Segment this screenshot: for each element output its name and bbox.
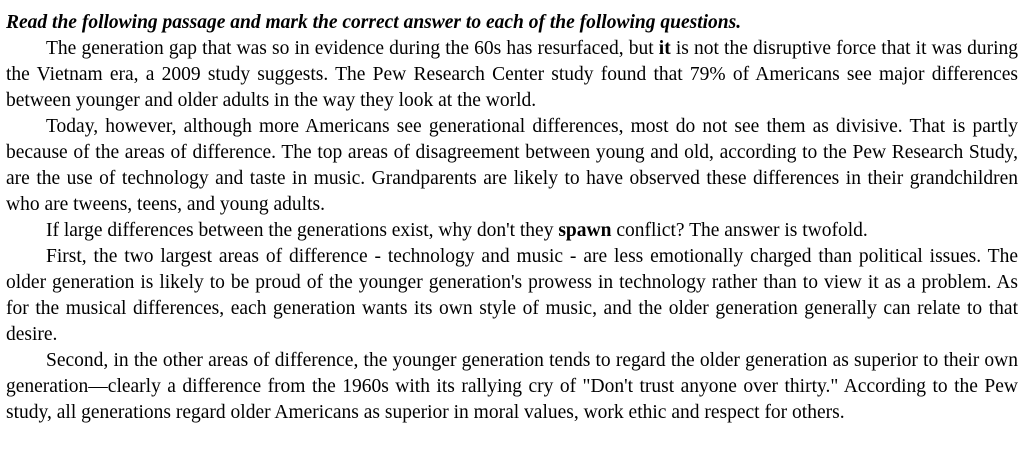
paragraph-3-text-b: conflict? The answer is twofold. <box>611 220 868 241</box>
emphasized-word-it: it <box>658 38 671 59</box>
paragraph-1 <box>6 36 1018 114</box>
paragraph-2: Today, however, although more Americans see generational differences, most do not see them as divisive. That is partly because of the areas of difference. The top areas of disagreement between young and old, according to the Pew Research Study, are the use of technology and taste in music. Grandparents are likely to have observed these differences in their grandchildren who are tweens, teens, and young adults. <box>6 116 1018 215</box>
paragraph-5: Second, in the other areas of difference, the younger generation tends to regard the older generation as superior to their own generation—clearly a difference from the 1960s with its rallying cry of "Don't trust anyone over thirty." According to the Pew study, all generations regard older Americans as superior in moral values, work ethic and respect for others. <box>6 350 1018 423</box>
paragraph-1-text-b: is not the disruptive force that it was during the Vietnam era, a 2009 study suggests. The Pew Research Center study found that 79% of Americans see major differences between younger and older adults in the way they look at the world. <box>6 38 1018 111</box>
paragraph-3 <box>6 218 1018 244</box>
paragraph-4: First, the two largest areas of difference - technology and music - are less emotionally charged than political issues. The older generation is likely to be proud of the younger generation's prowess in technology rather than to view it as a problem. As for the musical differences, each generation wants its own style of music, and the older generation generally can relate to that desire. <box>6 246 1018 345</box>
paragraph-3-text-a: If large differences between the generations exist, why don't they <box>46 220 559 241</box>
emphasized-word-spawn: spawn <box>558 220 612 241</box>
instruction-heading: Read the following passage and mark the correct answer to each of the following questions. <box>6 12 742 33</box>
paragraph-1-text-a: The generation gap that was so in evidence during the 60s has resurfaced, but <box>46 38 659 59</box>
